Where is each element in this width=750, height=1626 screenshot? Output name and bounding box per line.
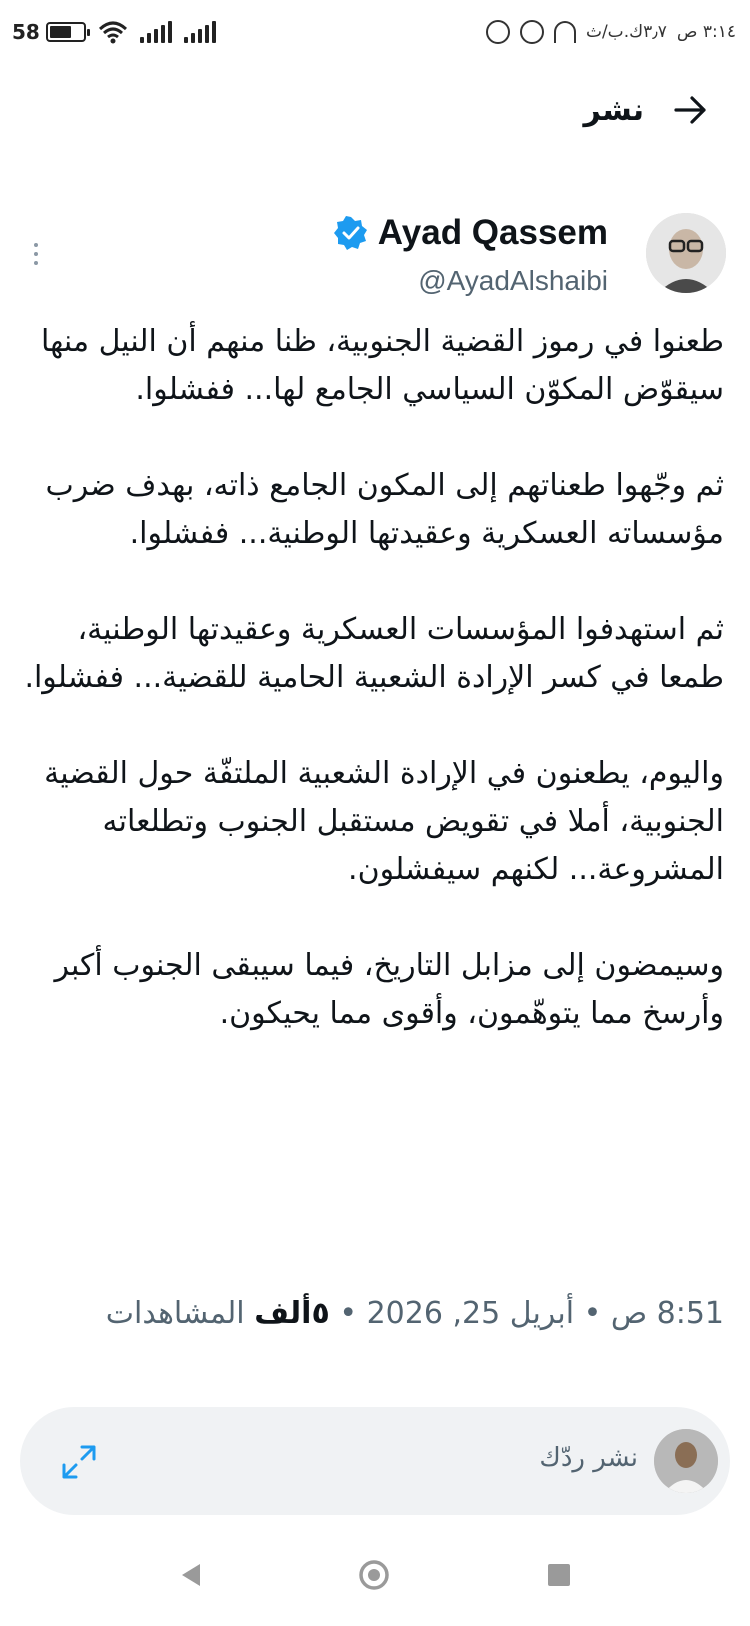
name-row: [334, 213, 608, 253]
my-avatar: [654, 1429, 718, 1493]
tweet-author: [24, 213, 726, 303]
headset-icon: [554, 21, 576, 43]
top-bar: [584, 90, 710, 130]
tweet-date: أبريل 25, 2026: [366, 1296, 575, 1331]
nav-recents-icon[interactable]: [548, 1564, 570, 1586]
tweet-paragraph: ثم وجّهوا طعناتهم إلى المكون الجامع ذاته، بهدف ضرب مؤسساته العسكرية وعقيدتها الوطنية... ففشلوا.: [45, 468, 724, 551]
nav-home-icon[interactable]: [358, 1559, 390, 1591]
tweet-paragraph: طعنوا في رموز القضية الجنوبية، ظنا منهم أن النيل منها سيقوّض المكوّن السياسي الجامع لها... ففشلوا.: [40, 324, 724, 407]
status-time: ٣:١٤ ص: [676, 22, 736, 42]
reply-composer[interactable]: [20, 1407, 730, 1515]
author-avatar[interactable]: [646, 213, 726, 293]
wifi-icon: [98, 20, 128, 44]
page-title: نشر: [583, 92, 644, 128]
network-speed: ٣٫٧ك.ب/ث: [585, 22, 667, 42]
nav-back-icon[interactable]: [178, 1562, 204, 1588]
tweet-meta: [24, 1296, 724, 1331]
meta-separator: •: [329, 1296, 358, 1331]
status-bar: [0, 0, 750, 70]
views-count[interactable]: ٥ألف: [254, 1296, 330, 1331]
tweet-paragraph: واليوم، يطعنون في الإرادة الشعبية الملتفّة حول القضية الجنوبية، أملا في تقويض مستقبل الجنوب وتطلعاته المشروعة... لكنهم سيفشلون.: [44, 756, 724, 887]
signal-icon-1: [140, 21, 172, 43]
more-options-icon[interactable]: [34, 243, 40, 265]
signal-icon-2: [184, 21, 216, 43]
battery-icon: [46, 22, 86, 42]
sync-icon: [520, 20, 544, 44]
tweet-paragraph: ثم استهدفوا المؤسسات العسكرية وعقيدتها الوطنية، طمعا في كسر الإرادة الشعبية الحامية للقضية... ففشلوا.: [24, 612, 724, 695]
battery-level: 58: [12, 20, 40, 44]
back-arrow-icon[interactable]: [670, 90, 710, 130]
tweet-paragraph: وسيمضون إلى مزابل التاريخ، فيما سيبقى الجنوب أكبر وأرسخ مما يتوهّمون، وأقوى مما يحيكون.: [54, 948, 724, 1031]
status-right: [486, 20, 736, 44]
expand-icon[interactable]: [60, 1443, 98, 1481]
author-handle[interactable]: @AyadAlshaibi: [418, 265, 608, 296]
my-avatar-image: [654, 1429, 718, 1493]
views-label: المشاهدات: [105, 1296, 245, 1331]
tweet-time: 8:51 ص: [610, 1296, 724, 1331]
tweet-text: [24, 318, 724, 1038]
verified-badge-icon: [334, 216, 368, 250]
reply-input[interactable]: نشر ردّك: [539, 1443, 638, 1473]
battery-indicator: [12, 20, 86, 44]
whatsapp-icon: [486, 20, 510, 44]
system-nav-bar: [0, 1540, 750, 1626]
author-name[interactable]: Ayad Qassem: [377, 213, 608, 252]
avatar-image: [646, 213, 726, 293]
status-left: [12, 20, 216, 44]
meta-separator: •: [574, 1296, 602, 1331]
